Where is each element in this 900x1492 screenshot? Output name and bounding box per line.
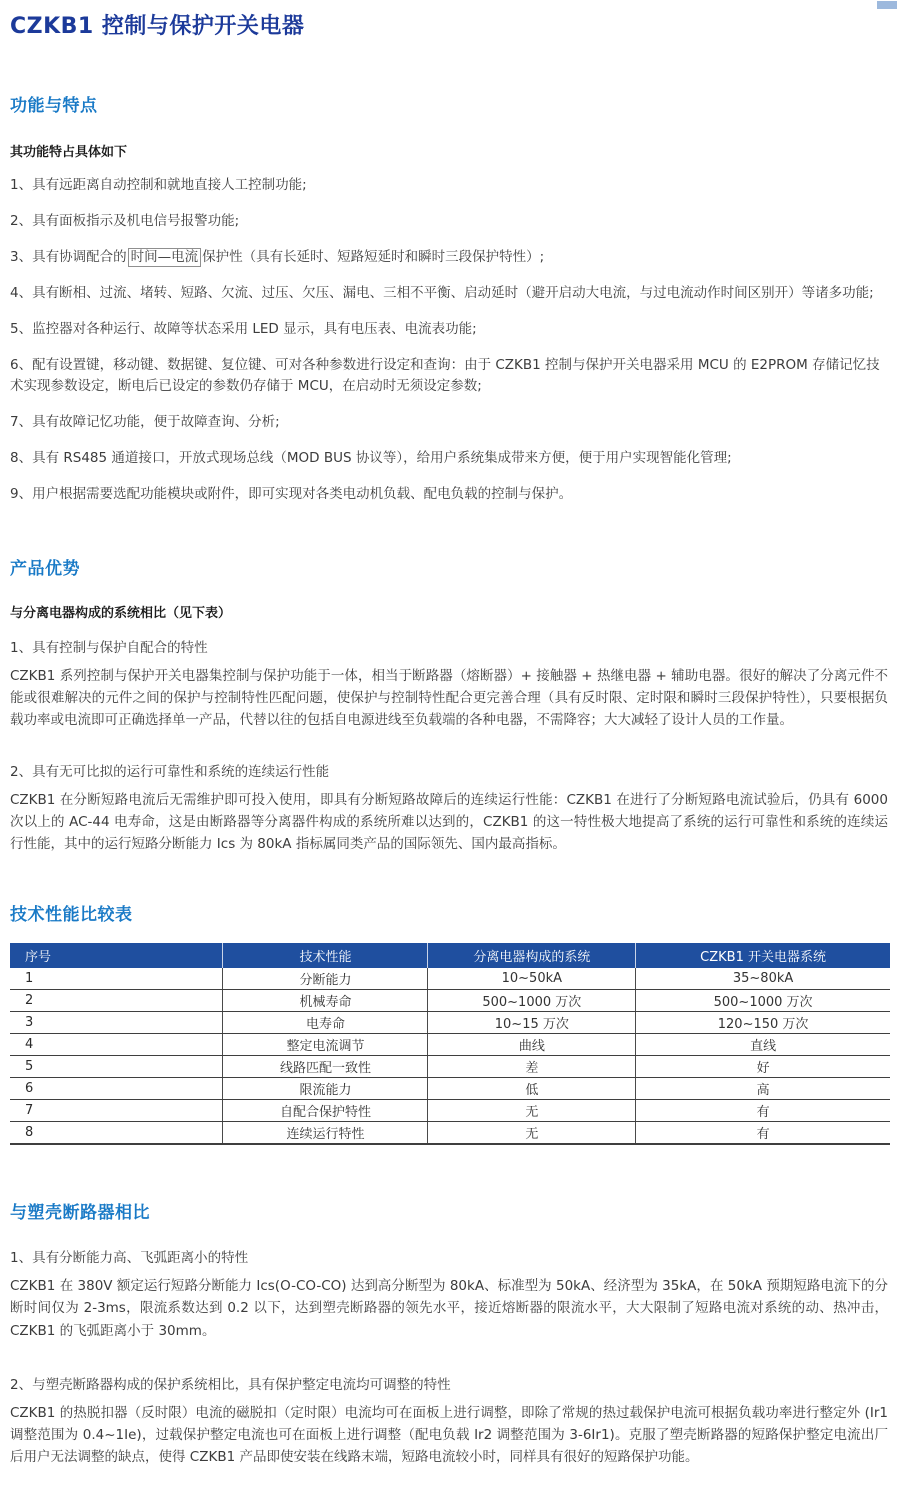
table-cell: 曲线 bbox=[428, 1034, 636, 1056]
feature-text: 4、具有断相、过流、堵转、短路、欠流、过压、欠压、漏电、三相不平衡、启动延时（避开启动大电流，与过电流动作时间区别开）等诸多功能; bbox=[10, 285, 874, 302]
feature-text: 3、具有协调配合的 bbox=[10, 249, 127, 266]
table-cell: 分断能力 bbox=[223, 968, 428, 990]
advantages-point1-body: CZKB1 系列控制与保护开关电器集控制与保护功能于一体，相当于断路器（熔断器）+ 接触器 + 热继电器 + 辅助电器。很好的解决了分离元件不能或很难解决的元件之间的保护与控制特性匹配问题，使保护与控制特性配合更完善合理（具有反时限、定时限和瞬时三段保护特性），只要根据负载功率或电流即可正确选择单一产品，代替以往的包括自电源进线至负载端的各种电器，不需降容；大大减轻了设计人员的工作量。 bbox=[10, 667, 888, 728]
feature-text: 5、监控器对各种运行、故障等状态采用 LED 显示，具有电压表、电流表功能; bbox=[10, 321, 477, 338]
comparison-table-body bbox=[10, 968, 890, 1144]
advantages-point2-title: 2、具有无可比拟的运行可靠性和系统的连续运行性能 bbox=[10, 763, 330, 780]
column-header: 序号 bbox=[10, 943, 223, 968]
mccb-point1-body: CZKB1 在 380V 额定运行短路分断能力 Ics(O-CO-CO) 达到高分断型为 80kA、标准型为 50kA、经济型为 35kA，在 50kA 预期短路电流下的分断时间仅为 2-3ms，限流系数达到 0.2 以下，达到塑壳断路器的领先水平，接近熔断器的限流水平，大大限制了短路电流对系统的动、热冲击，CZKB1 的飞弧距离小于 30mm。 bbox=[10, 1278, 888, 1339]
section-heading-mccb: 与塑壳断路器相比 bbox=[10, 1203, 150, 1224]
feature-item bbox=[10, 412, 888, 433]
table-cell: 2 bbox=[10, 990, 223, 1012]
table-cell: 整定电流调节 bbox=[223, 1034, 428, 1056]
section-heading-features: 功能与特点 bbox=[10, 96, 98, 117]
feature-item bbox=[10, 175, 888, 196]
table-cell: 120~150 万次 bbox=[636, 1012, 890, 1034]
feature-text: 7、具有故障记忆功能，便于故障查询、分析; bbox=[10, 413, 280, 430]
advantages-point1-title: 1、具有控制与保护自配合的特性 bbox=[10, 639, 208, 656]
table-row bbox=[10, 1012, 890, 1034]
feature-item bbox=[10, 247, 888, 268]
feature-list bbox=[10, 175, 888, 504]
column-header: 分离电器构成的系统 bbox=[428, 943, 636, 968]
table-cell: 电寿命 bbox=[223, 1012, 428, 1034]
advantages-subtitle: 与分离电器构成的系统相比（见下表） bbox=[10, 605, 232, 621]
feature-text: 2、具有面板指示及机电信号报警功能; bbox=[10, 213, 240, 230]
table-cell: 500~1000 万次 bbox=[428, 990, 636, 1012]
comparison-table bbox=[10, 943, 890, 1145]
feature-item bbox=[10, 211, 888, 232]
feature-item bbox=[10, 448, 888, 469]
table-cell: 低 bbox=[428, 1078, 636, 1100]
advantages-point2-body: CZKB1 在分断短路电流后无需维护即可投入使用，即具有分断短路故障后的连续运行性能：CZKB1 在进行了分断短路电流试验后，仍具有 6000 次以上的 AC-44 电寿命，这是由断路器等分离器件构成的系统所难以达到的，CZKB1 的这一特性极大地提高了系统的运行可靠性和系统的连续运行性能，其中的运行短路分断能力 Ics 为 80kA 指标属同类产品的国际领先、国内最高指标。 bbox=[10, 791, 888, 853]
mccb-point2-body: CZKB1 的热脱扣器（反时限）电流的磁脱扣（定时限）电流均可在面板上进行调整，即除了常规的热过载保护电流可根据负载功率进行整定外 (Ir1 调整范围为 0.4~1Ie)，过载保护整定电流也可在面板上进行调整（配电负载 Ir2 调整范围为 3-6Ir1)。克服了塑壳断路器的短路保护整定电流出厂后用户无法调整的缺点，使得 CZKB1 产品即使安装在线路末端，短路电流较小时，同样具有很好的短路保护功能。 bbox=[10, 1404, 888, 1465]
table-cell: 500~1000 万次 bbox=[636, 990, 890, 1012]
table-cell: 1 bbox=[10, 968, 223, 990]
feature-text: 6、配有设置键，移动键、数据键、复位键、可对各种参数进行设定和查询：由于 CZKB1 控制与保护开关电器采用 MCU 的 E2PROM 存储记忆技术实现参数设定，断电后已设定的参数仍存储于 MCU，在启动时无须设定参数; bbox=[10, 357, 880, 394]
table-row bbox=[10, 1122, 890, 1145]
table-cell: 线路匹配一致性 bbox=[223, 1056, 428, 1078]
mccb-point2-title: 2、与塑壳断路器构成的保护系统相比，具有保护整定电流均可调整的特性 bbox=[10, 1376, 451, 1393]
boxed-term: 时间—电流 bbox=[128, 248, 202, 267]
table-cell: 6 bbox=[10, 1078, 223, 1100]
table-cell: 8 bbox=[10, 1122, 223, 1145]
mccb-point1-title: 1、具有分断能力高、飞弧距离小的特性 bbox=[10, 1250, 249, 1267]
feature-item bbox=[10, 355, 888, 397]
features-intro: 其功能特占具体如下 bbox=[10, 145, 128, 161]
table-cell: 连续运行特性 bbox=[223, 1122, 428, 1145]
feature-item bbox=[10, 484, 888, 505]
table-cell: 自配合保护特性 bbox=[223, 1100, 428, 1122]
column-header: 技术性能 bbox=[223, 943, 428, 968]
table-cell: 3 bbox=[10, 1012, 223, 1034]
table-row bbox=[10, 968, 890, 990]
feature-text: 8、具有 RS485 通道接口，开放式现场总线（MOD BUS 协议等），给用户系统集成带来方便，便于用户实现智能化管理; bbox=[10, 449, 732, 466]
section-heading-comparison-table: 技术性能比较表 bbox=[10, 905, 133, 926]
table-cell: 无 bbox=[428, 1122, 636, 1145]
feature-item bbox=[10, 283, 888, 304]
feature-text: 1、具有远距离自动控制和就地直接人工控制功能; bbox=[10, 177, 307, 194]
section-heading-advantages: 产品优势 bbox=[10, 558, 80, 579]
table-cell: 10~15 万次 bbox=[428, 1012, 636, 1034]
table-cell: 差 bbox=[428, 1056, 636, 1078]
table-row bbox=[10, 990, 890, 1012]
table-row bbox=[10, 1078, 890, 1100]
table-cell: 35~80kA bbox=[636, 968, 890, 990]
table-cell: 有 bbox=[636, 1122, 890, 1145]
table-cell: 4 bbox=[10, 1034, 223, 1056]
table-header-row bbox=[10, 943, 890, 968]
corner-mark-icon bbox=[877, 1, 897, 9]
table-cell: 5 bbox=[10, 1056, 223, 1078]
table-cell: 好 bbox=[636, 1056, 890, 1078]
table-cell: 10~50kA bbox=[428, 968, 636, 990]
feature-item bbox=[10, 319, 888, 340]
page-title: CZKB1 控制与保护开关电器 bbox=[10, 14, 305, 39]
table-row bbox=[10, 1056, 890, 1078]
table-cell: 高 bbox=[636, 1078, 890, 1100]
table-cell: 限流能力 bbox=[223, 1078, 428, 1100]
table-row bbox=[10, 1034, 890, 1056]
comparison-table-header bbox=[10, 943, 890, 968]
table-cell: 7 bbox=[10, 1100, 223, 1122]
table-cell: 直线 bbox=[636, 1034, 890, 1056]
feature-text: 9、用户根据需要选配功能模块或附件，即可实现对各类电动机负载、配电负载的控制与保护。 bbox=[10, 485, 573, 502]
table-cell: 无 bbox=[428, 1100, 636, 1122]
feature-text: 保护性（具有长延时、短路短延时和瞬时三段保护特性）; bbox=[202, 249, 545, 266]
column-header: CZKB1 开关电器系统 bbox=[636, 943, 890, 968]
table-row bbox=[10, 1100, 890, 1122]
table-cell: 机械寿命 bbox=[223, 990, 428, 1012]
table-cell: 有 bbox=[636, 1100, 890, 1122]
